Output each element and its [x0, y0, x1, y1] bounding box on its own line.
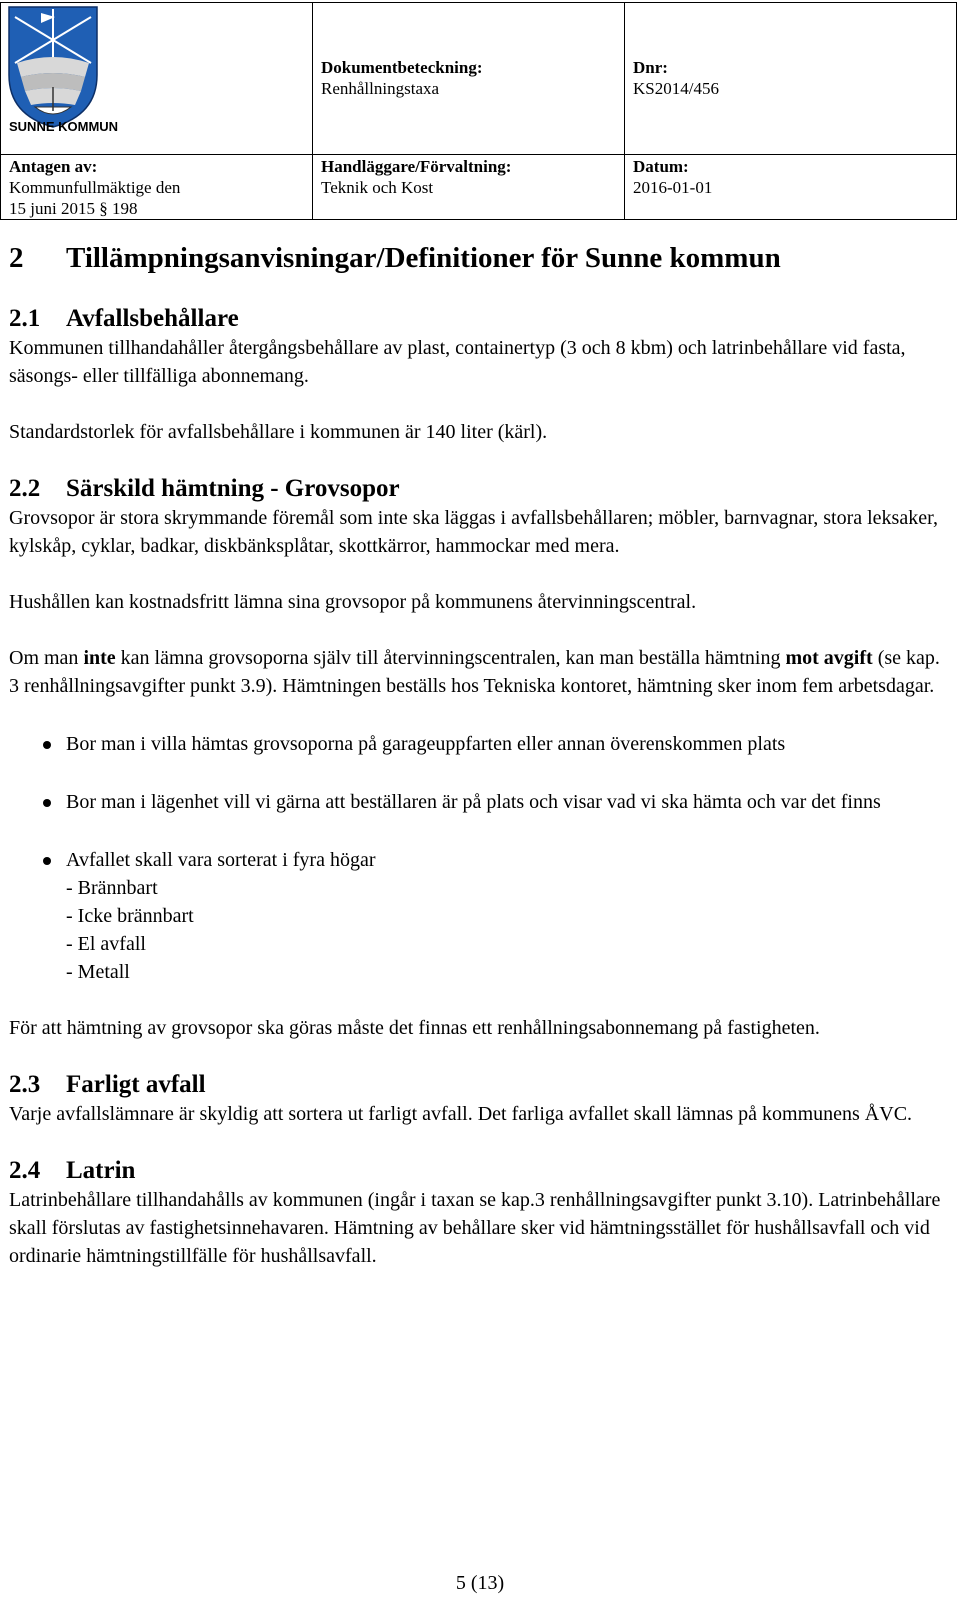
section-2-4-paragraph: Latrinbehållare tillhandahålls av kommunen (ingår i taxan se kap.3 renhållningsavgifter punkt 3.10). Latrinbehållare skall förslutas av fastighetsinnehavaren. Hämtning av behållare sker vid hämtningsstället för hushållsavfall och vid ordinarie hämtningstillfälle för hushållsavfall. — [9, 1189, 941, 1267]
section-2-3-heading — [9, 1070, 949, 1100]
section-2-1-paragraph-1: Kommunen tillhandahåller återgångsbehållare av plast, containertyp (3 och 8 kbm) och latrinbehållare vid fasta, säsongs- eller tillfälliga abonnemang. — [9, 337, 906, 387]
logo-cell — [1, 3, 313, 155]
section-2-1-paragraph-2: Standardstorlek för avfallsbehållare i kommunen är 140 liter (kärl). — [9, 421, 548, 443]
section-title: Farligt avfall — [66, 1071, 206, 1098]
list-item — [9, 730, 949, 758]
section-number: 2.4 — [9, 1157, 41, 1184]
logo-text: SUNNE KOMMUN — [9, 119, 119, 134]
sub-item: - Icke brännbart — [66, 905, 194, 927]
section-title: Avfallsbehållare — [66, 305, 239, 332]
section-2-1-heading — [9, 304, 949, 334]
section-number: 2.1 — [9, 305, 41, 332]
handler-label: Handläggare/Förvaltning: — [321, 157, 512, 176]
list-item-text: Bor man i lägenhet vill vi gärna att beställaren är på plats och visar vad vi ska hämta och var det finns — [66, 791, 881, 813]
bullet-list — [9, 730, 949, 986]
date-value: 2016-01-01 — [633, 178, 713, 197]
text-run: (se kap. 3 renhållningsavgifter punkt 3.9). Hämtningen beställs hos Tekniska kontoret, hämtning sker inom fem arbetsdagar. — [9, 647, 940, 697]
doc-designation-label: Dokumentbeteckning: — [321, 58, 483, 77]
handler-cell — [313, 155, 625, 220]
date-label: Datum: — [633, 157, 689, 176]
dnr-value: KS2014/456 — [633, 79, 719, 98]
bullet-icon — [43, 741, 51, 749]
section-2-2-paragraph-1: Grovsopor är stora skrymmande föremål som inte ska läggas i avfallsbehållaren; möbler, barnvagnar, stora leksaker, kylskåp, cyklar, badkar, diskbänksplåtar, skottkärror, hammockar med mera. — [9, 507, 938, 557]
bullet-icon — [43, 799, 51, 807]
chapter-title: Tillämpningsanvisningar/Definitioner för Sunne kommun — [66, 242, 781, 274]
text-run: kan lämna grovsoporna själv till återvinningscentralen, kan man beställa hämtning — [115, 647, 786, 669]
chapter-heading — [9, 240, 949, 280]
doc-designation-value: Renhållningstaxa — [321, 79, 440, 98]
chapter-number: 2 — [9, 242, 24, 274]
text-run: Om man — [9, 647, 84, 669]
dnr-cell — [625, 3, 957, 155]
section-2-3-paragraph: Varje avfallslämnare är skyldig att sortera ut farligt avfall. Det farliga avfallet skall lämnas på kommunens ÅVC. — [9, 1103, 913, 1125]
section-number: 2.3 — [9, 1071, 41, 1098]
section-title: Särskild hämtning - Grovsopor — [66, 475, 400, 502]
dnr-label: Dnr: — [633, 58, 668, 77]
sub-item: - El avfall — [66, 933, 146, 955]
list-item — [9, 788, 949, 816]
list-item-text: Avfallet skall vara sorterat i fyra högar — [66, 849, 376, 871]
sub-item: - Brännbart — [66, 877, 158, 899]
list-item — [9, 846, 949, 986]
section-2-4-heading — [9, 1156, 949, 1186]
section-2-2-heading — [9, 474, 949, 504]
bold-text: mot avgift — [785, 647, 873, 669]
adopted-cell — [1, 155, 313, 220]
section-number: 2.2 — [9, 475, 41, 502]
adopted-label: Antagen av: — [9, 157, 98, 176]
date-cell — [625, 155, 957, 220]
bullet-icon — [43, 857, 51, 865]
section-2-2-paragraph-4: För att hämtning av grovsopor ska göras måste det finnas ett renhållningsabonnemang på fastigheten. — [9, 1017, 820, 1039]
page-number: 5 (13) — [455, 1572, 505, 1594]
document-body — [9, 240, 949, 1270]
adopted-value-line2: 15 juni 2015 § 198 — [9, 199, 138, 218]
header-table — [0, 2, 957, 220]
municipal-logo — [1, 3, 121, 153]
sub-item: - Metall — [66, 961, 130, 983]
section-title: Latrin — [66, 1157, 136, 1184]
adopted-value-line1: Kommunfullmäktige den — [9, 178, 181, 197]
list-item-text: Bor man i villa hämtas grovsoporna på garageuppfarten eller annan överenskommen plats — [66, 733, 786, 755]
handler-value: Teknik och Kost — [321, 178, 434, 197]
doc-designation-cell — [313, 3, 625, 155]
section-2-2-paragraph-3 — [9, 644, 949, 700]
bold-text: inte — [83, 647, 116, 669]
section-2-2-paragraph-2: Hushållen kan kostnadsfritt lämna sina grovsopor på kommunens återvinningscentral. — [9, 591, 697, 613]
